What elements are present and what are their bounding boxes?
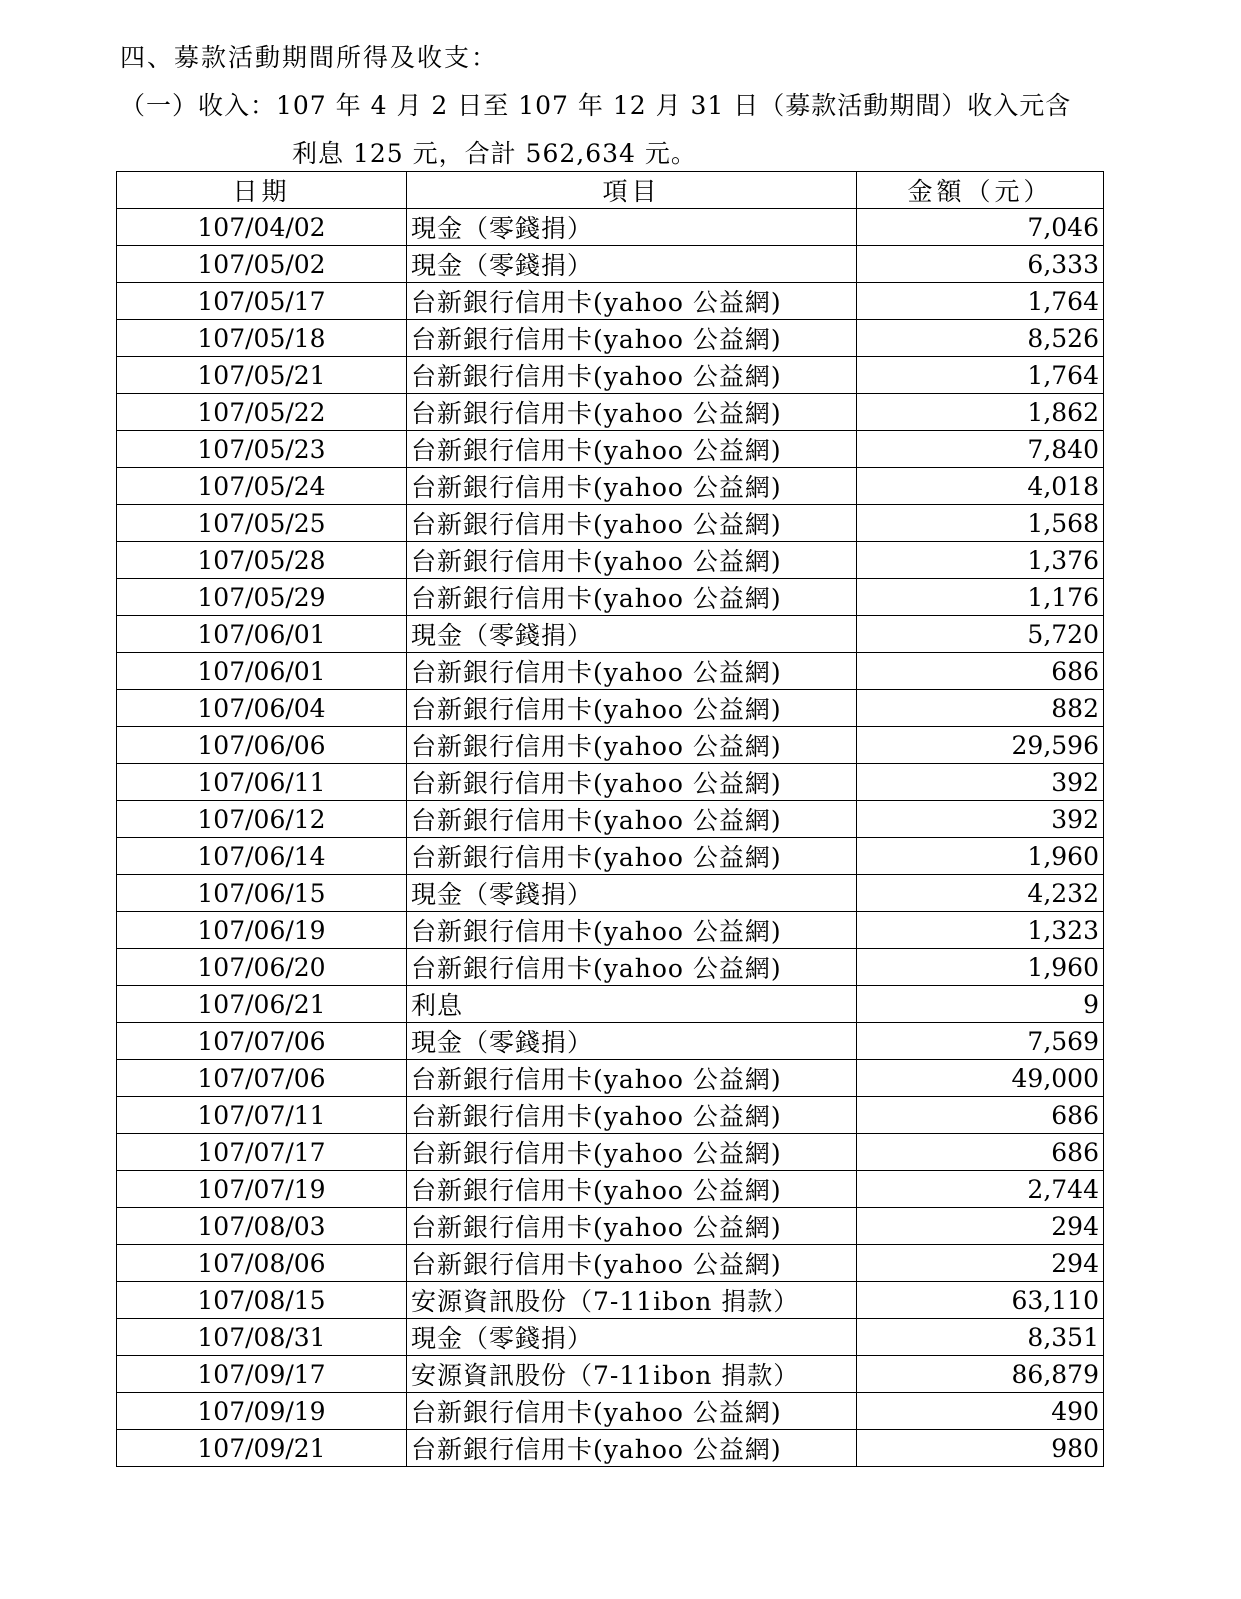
row-amount: 1,764 bbox=[857, 283, 1104, 320]
income-table bbox=[116, 171, 1104, 1467]
row-date: 107/09/21 bbox=[117, 1430, 407, 1467]
row-item: 台新銀行信用卡(yahoo 公益網) bbox=[407, 764, 857, 801]
row-amount: 1,960 bbox=[857, 838, 1104, 875]
row-item: 台新銀行信用卡(yahoo 公益網) bbox=[407, 949, 857, 986]
row-date: 107/05/28 bbox=[117, 542, 407, 579]
table-row bbox=[117, 1097, 1104, 1134]
row-date: 107/09/17 bbox=[117, 1356, 407, 1393]
table-row bbox=[117, 1393, 1104, 1430]
row-date: 107/05/23 bbox=[117, 431, 407, 468]
row-amount: 7,569 bbox=[857, 1023, 1104, 1060]
row-date: 107/05/17 bbox=[117, 283, 407, 320]
table-row bbox=[117, 653, 1104, 690]
table-row bbox=[117, 1430, 1104, 1467]
table-row bbox=[117, 986, 1104, 1023]
table-row bbox=[117, 1319, 1104, 1356]
row-item: 台新銀行信用卡(yahoo 公益網) bbox=[407, 1393, 857, 1430]
row-item: 台新銀行信用卡(yahoo 公益網) bbox=[407, 1245, 857, 1282]
table-row bbox=[117, 542, 1104, 579]
table-row bbox=[117, 394, 1104, 431]
row-amount: 5,720 bbox=[857, 616, 1104, 653]
row-amount: 9 bbox=[857, 986, 1104, 1023]
row-item: 台新銀行信用卡(yahoo 公益網) bbox=[407, 357, 857, 394]
row-date: 107/04/02 bbox=[117, 209, 407, 246]
table-row bbox=[117, 505, 1104, 542]
row-amount: 980 bbox=[857, 1430, 1104, 1467]
row-amount: 1,568 bbox=[857, 505, 1104, 542]
row-amount: 1,862 bbox=[857, 394, 1104, 431]
row-item: 台新銀行信用卡(yahoo 公益網) bbox=[407, 320, 857, 357]
row-date: 107/08/31 bbox=[117, 1319, 407, 1356]
row-amount: 1,176 bbox=[857, 579, 1104, 616]
row-item: 台新銀行信用卡(yahoo 公益網) bbox=[407, 690, 857, 727]
row-amount: 4,232 bbox=[857, 875, 1104, 912]
table-row bbox=[117, 1356, 1104, 1393]
row-amount: 49,000 bbox=[857, 1060, 1104, 1097]
table-row bbox=[117, 764, 1104, 801]
table-row bbox=[117, 320, 1104, 357]
row-date: 107/09/19 bbox=[117, 1393, 407, 1430]
row-item: 安源資訊股份（7-11ibon 捐款） bbox=[407, 1356, 857, 1393]
row-date: 107/06/14 bbox=[117, 838, 407, 875]
table-row bbox=[117, 579, 1104, 616]
table-row bbox=[117, 468, 1104, 505]
row-date: 107/07/19 bbox=[117, 1171, 407, 1208]
row-item: 現金（零錢捐） bbox=[407, 209, 857, 246]
row-item: 台新銀行信用卡(yahoo 公益網) bbox=[407, 1171, 857, 1208]
row-date: 107/06/01 bbox=[117, 653, 407, 690]
row-amount: 392 bbox=[857, 764, 1104, 801]
row-date: 107/08/15 bbox=[117, 1282, 407, 1319]
row-item: 現金（零錢捐） bbox=[407, 616, 857, 653]
row-amount: 490 bbox=[857, 1393, 1104, 1430]
row-amount: 1,376 bbox=[857, 542, 1104, 579]
row-date: 107/07/06 bbox=[117, 1060, 407, 1097]
row-date: 107/05/22 bbox=[117, 394, 407, 431]
row-amount: 7,840 bbox=[857, 431, 1104, 468]
row-date: 107/05/25 bbox=[117, 505, 407, 542]
row-amount: 686 bbox=[857, 1097, 1104, 1134]
row-item: 現金（零錢捐） bbox=[407, 1023, 857, 1060]
table-row bbox=[117, 1134, 1104, 1171]
table-row bbox=[117, 1060, 1104, 1097]
section-heading: 四、募款活動期間所得及收支： bbox=[120, 43, 499, 72]
row-date: 107/07/11 bbox=[117, 1097, 407, 1134]
row-amount: 392 bbox=[857, 801, 1104, 838]
row-amount: 686 bbox=[857, 1134, 1104, 1171]
row-item: 台新銀行信用卡(yahoo 公益網) bbox=[407, 468, 857, 505]
row-date: 107/06/15 bbox=[117, 875, 407, 912]
row-date: 107/05/24 bbox=[117, 468, 407, 505]
row-item: 台新銀行信用卡(yahoo 公益網) bbox=[407, 505, 857, 542]
row-amount: 686 bbox=[857, 653, 1104, 690]
table-row bbox=[117, 801, 1104, 838]
row-item: 台新銀行信用卡(yahoo 公益網) bbox=[407, 1097, 857, 1134]
row-date: 107/05/21 bbox=[117, 357, 407, 394]
table-row bbox=[117, 1282, 1104, 1319]
row-item: 安源資訊股份（7-11ibon 捐款） bbox=[407, 1282, 857, 1319]
table-row bbox=[117, 357, 1104, 394]
table-row bbox=[117, 1245, 1104, 1282]
row-item: 台新銀行信用卡(yahoo 公益網) bbox=[407, 912, 857, 949]
row-date: 107/06/01 bbox=[117, 616, 407, 653]
row-amount: 8,526 bbox=[857, 320, 1104, 357]
row-item: 台新銀行信用卡(yahoo 公益網) bbox=[407, 838, 857, 875]
table-row bbox=[117, 912, 1104, 949]
row-item: 台新銀行信用卡(yahoo 公益網) bbox=[407, 542, 857, 579]
row-amount: 2,744 bbox=[857, 1171, 1104, 1208]
row-date: 107/06/19 bbox=[117, 912, 407, 949]
table-row bbox=[117, 616, 1104, 653]
row-item: 台新銀行信用卡(yahoo 公益網) bbox=[407, 653, 857, 690]
row-item: 台新銀行信用卡(yahoo 公益網) bbox=[407, 1134, 857, 1171]
income-intro-line1: （一）收入：107 年 4 月 2 日至 107 年 12 月 31 日（募款活動期間）收入元含 bbox=[120, 91, 1072, 120]
table-header-row bbox=[117, 172, 1104, 209]
row-date: 107/06/11 bbox=[117, 764, 407, 801]
row-amount: 294 bbox=[857, 1245, 1104, 1282]
row-amount: 63,110 bbox=[857, 1282, 1104, 1319]
row-date: 107/07/06 bbox=[117, 1023, 407, 1060]
table-body bbox=[117, 209, 1104, 1467]
row-amount: 7,046 bbox=[857, 209, 1104, 246]
row-date: 107/05/29 bbox=[117, 579, 407, 616]
row-item: 台新銀行信用卡(yahoo 公益網) bbox=[407, 283, 857, 320]
row-item: 台新銀行信用卡(yahoo 公益網) bbox=[407, 1060, 857, 1097]
row-date: 107/07/17 bbox=[117, 1134, 407, 1171]
row-item: 台新銀行信用卡(yahoo 公益網) bbox=[407, 1430, 857, 1467]
row-date: 107/08/03 bbox=[117, 1208, 407, 1245]
header-item: 項目 bbox=[407, 172, 857, 209]
table-row bbox=[117, 1023, 1104, 1060]
row-amount: 6,333 bbox=[857, 246, 1104, 283]
row-item: 台新銀行信用卡(yahoo 公益網) bbox=[407, 727, 857, 764]
row-date: 107/05/02 bbox=[117, 246, 407, 283]
table-row bbox=[117, 838, 1104, 875]
row-amount: 29,596 bbox=[857, 727, 1104, 764]
row-item: 現金（零錢捐） bbox=[407, 875, 857, 912]
row-amount: 882 bbox=[857, 690, 1104, 727]
row-amount: 294 bbox=[857, 1208, 1104, 1245]
table-row bbox=[117, 727, 1104, 764]
row-item: 台新銀行信用卡(yahoo 公益網) bbox=[407, 394, 857, 431]
header-date: 日期 bbox=[117, 172, 407, 209]
table-row bbox=[117, 1208, 1104, 1245]
row-amount: 8,351 bbox=[857, 1319, 1104, 1356]
table-row bbox=[117, 431, 1104, 468]
row-amount: 1,764 bbox=[857, 357, 1104, 394]
row-item: 台新銀行信用卡(yahoo 公益網) bbox=[407, 801, 857, 838]
table-row bbox=[117, 949, 1104, 986]
row-item: 現金（零錢捐） bbox=[407, 246, 857, 283]
row-item: 現金（零錢捐） bbox=[407, 1319, 857, 1356]
table-row bbox=[117, 875, 1104, 912]
row-amount: 86,879 bbox=[857, 1356, 1104, 1393]
table-row bbox=[117, 246, 1104, 283]
row-date: 107/08/06 bbox=[117, 1245, 407, 1282]
row-item: 台新銀行信用卡(yahoo 公益網) bbox=[407, 431, 857, 468]
row-date: 107/05/18 bbox=[117, 320, 407, 357]
row-date: 107/06/20 bbox=[117, 949, 407, 986]
row-item: 利息 bbox=[407, 986, 857, 1023]
row-date: 107/06/12 bbox=[117, 801, 407, 838]
header-amount: 金額（元） bbox=[857, 172, 1104, 209]
row-amount: 1,960 bbox=[857, 949, 1104, 986]
table-row bbox=[117, 209, 1104, 246]
table-row bbox=[117, 690, 1104, 727]
table-row bbox=[117, 283, 1104, 320]
row-item: 台新銀行信用卡(yahoo 公益網) bbox=[407, 579, 857, 616]
row-item: 台新銀行信用卡(yahoo 公益網) bbox=[407, 1208, 857, 1245]
row-amount: 4,018 bbox=[857, 468, 1104, 505]
table-row bbox=[117, 1171, 1104, 1208]
row-date: 107/06/06 bbox=[117, 727, 407, 764]
row-amount: 1,323 bbox=[857, 912, 1104, 949]
income-intro-line2: 利息 125 元，合計 562,634 元。 bbox=[292, 139, 697, 168]
row-date: 107/06/04 bbox=[117, 690, 407, 727]
row-date: 107/06/21 bbox=[117, 986, 407, 1023]
